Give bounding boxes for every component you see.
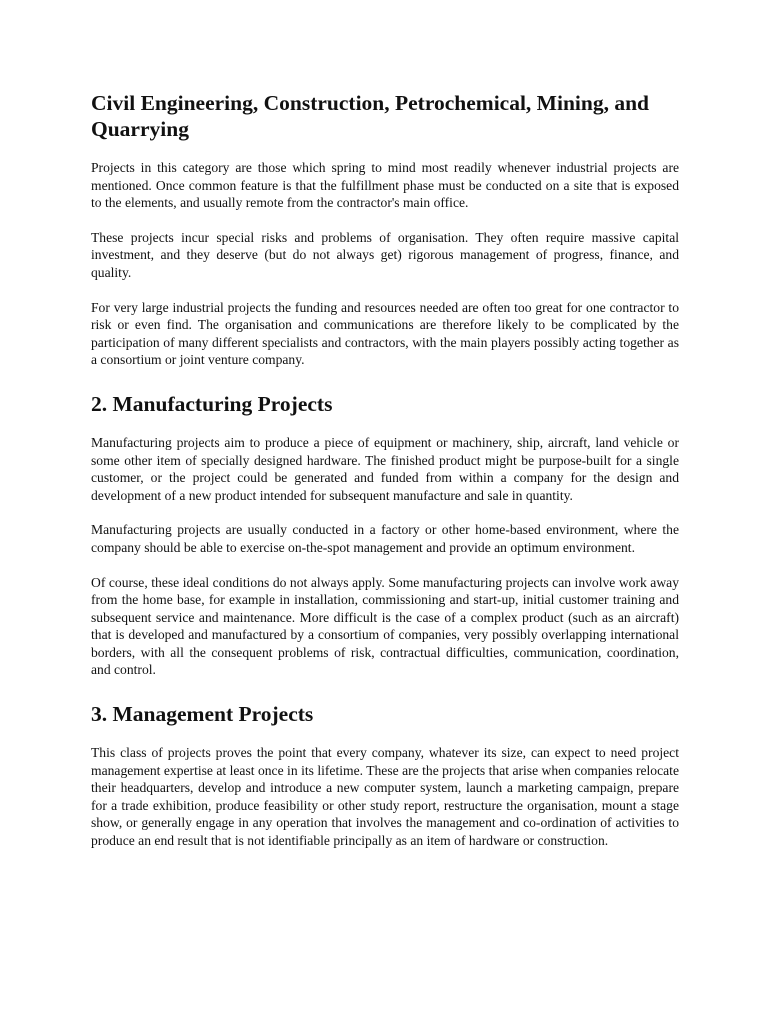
paragraph: Of course, these ideal conditions do not always apply. Some manufacturing projects can involve work away from the home base, for example in installation, commissioning and start-up, initial customer training and subsequent service and maintenance. More difficult is the case of a complex product (such as an aircraft) that is developed and manufactured by a consortium of companies, very possibly overlapping international borders, with all the consequent problems of risk, contractual difficulties, communication, coordination, and control.	[91, 574, 679, 678]
paragraph: For very large industrial projects the funding and resources needed are often too great for one contractor to risk or even find. The organisation and communications are therefore likely to be complicated by the participation of many different specialists and contractors, with the main players possibly acting together as a consortium or joint venture company.	[91, 299, 679, 368]
paragraph: These projects incur special risks and problems of organisation. They often require massive capital investment, and they deserve (but do not always get) rigorous management of progress, finance, and quality.	[91, 229, 679, 280]
section-heading-civil-engineering: Civil Engineering, Construction, Petrochemical, Mining, and Quarrying	[91, 91, 650, 141]
paragraph: Manufacturing projects are usually conducted in a factory or other home-based environment, where the company should be able to exercise on-the-spot management and provide an optimum environment.	[91, 522, 679, 555]
section-heading-manufacturing-projects: 2. Manufacturing Projects	[91, 391, 333, 416]
section-heading-management-projects: 3. Management Projects	[91, 702, 314, 727]
paragraph: Projects in this category are those which spring to mind most readily whenever industrial projects are mentioned. Once common feature is that the fulfillment phase must be conducted on a site that is exposed to the elements, and usually remote from the contractor's main office.	[91, 160, 679, 211]
paragraph: Manufacturing projects aim to produce a piece of equipment or machinery, ship, aircraft, land vehicle or some other item of specially designed hardware. The finished product might be purpose-built for a single customer, or the project could be generated and funded from within a company for the design and development of a new product intended for subsequent manufacture and sale in quantity.	[91, 434, 679, 503]
paragraph: This class of projects proves the point that every company, whatever its size, can expect to need project management expertise at least once in its lifetime. These are the projects that arise when companies relocate their headquarters, develop and introduce a new computer system, launch a marketing campaign, prepare for a trade exhibition, produce feasibility or other study report, restructure the organisation, mount a stage show, or generally engage in any operation that involves the management and co-ordination of activities to produce an end result that is not identifiable principally as an item of hardware or construction.	[91, 745, 679, 849]
document-page	[91, 90, 679, 850]
